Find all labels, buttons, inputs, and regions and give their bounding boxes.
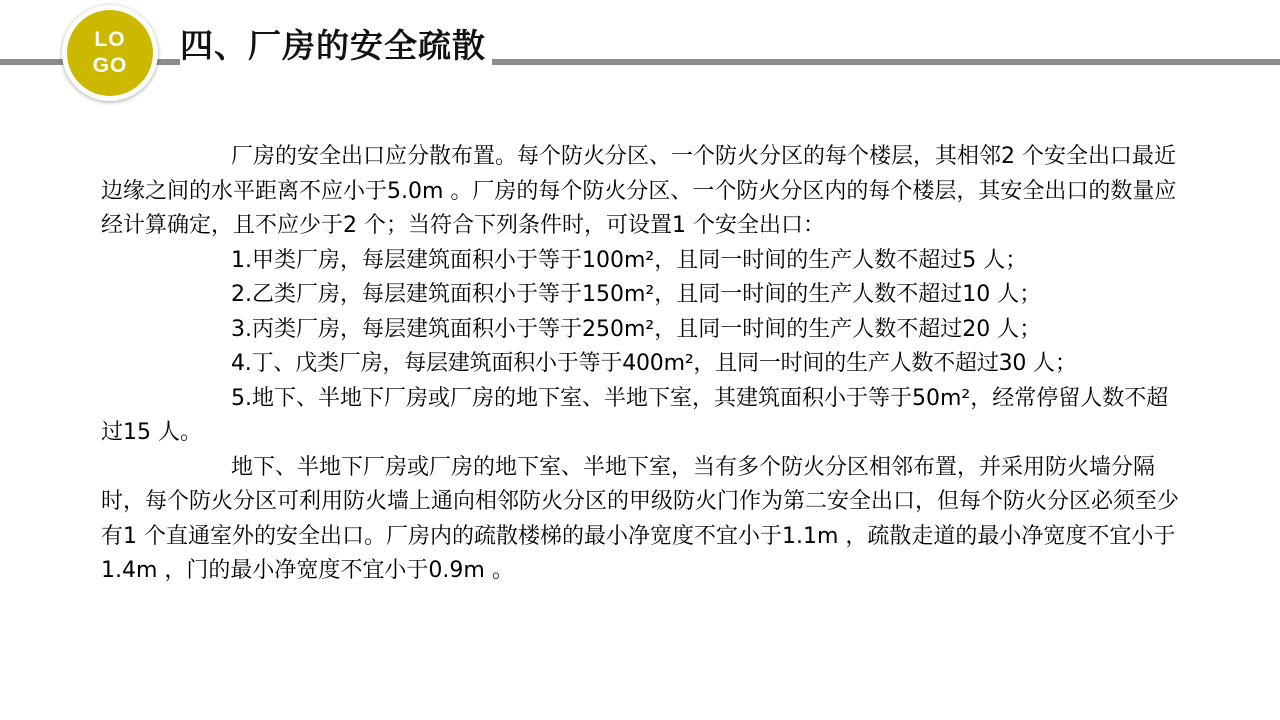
- logo-circle: [67, 10, 153, 96]
- paragraph-underground: 地下、半地下厂房或厂房的地下室、半地下室，当有多个防火分区相邻布置，并采用防火墙分隔时，每个防火分区可利用防火墙上通向相邻防火分区的甲级防火门作为第二安全出口，但每个防火分区必须至少有1 个直通室外的安全出口。厂房内的疏散楼梯的最小净宽度不宜小于1.1m ，疏散走道的最小净宽度不宜小于1.4m ，门的最小净宽度不宜小于0.9m 。: [101, 454, 1180, 583]
- paragraph-exits-intro: 厂房的安全出口应分散布置。每个防火分区、一个防火分区的每个楼层，其相邻2 个安全出口最近边缘之间的水平距离不应小于5.0m 。厂房的每个防火分区、一个防火分区内的每个楼层，其安全出口的数量应经计算确定，且不应少于2 个；当符合下列条件时，可设置1 个安全出口：: [101, 144, 1177, 238]
- logo-badge: [62, 5, 158, 101]
- list-item: 4.丁、戊类厂房，每层建筑面积小于等于400m²，且同一时间的生产人数不超过30 人；: [231, 351, 1077, 376]
- content-body: [101, 140, 1179, 589]
- page-title: 四、厂房的安全疏散: [180, 22, 492, 70]
- logo-text-line1: LO: [94, 28, 126, 51]
- list-item: 2.乙类厂房，每层建筑面积小于等于150m²，且同一时间的生产人数不超过10 人；: [231, 282, 1042, 307]
- logo-text-line2: GO: [92, 54, 128, 77]
- list-item: 5.地下、半地下厂房或厂房的地下室、半地下室，其建筑面积小于等于50m²，经常停留人数不超过15 人。: [101, 385, 1169, 445]
- list-item: 1.甲类厂房，每层建筑面积小于等于100m²，且同一时间的生产人数不超过5 人；: [231, 247, 1028, 273]
- list-item: 3.丙类厂房，每层建筑面积小于等于250m²，且同一时间的生产人数不超过20 人；: [231, 316, 1042, 342]
